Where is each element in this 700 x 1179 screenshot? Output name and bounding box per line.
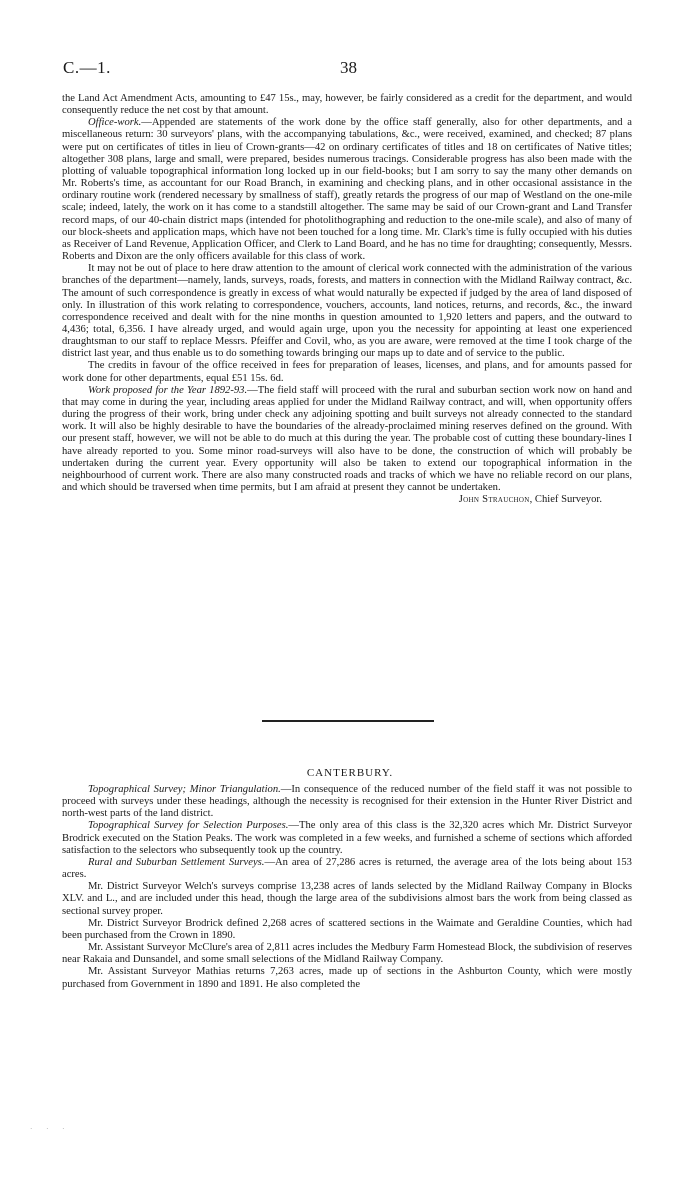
continued-paragraph: the Land Act Amendment Acts, amounting to £47 15s., may, however, be fairly considered as a credit for the department, and would consequently reduce the net cost by that amount.: [62, 93, 632, 117]
section-heading-canterbury: CANTERBURY.: [306, 767, 394, 779]
scan-specks: · · ·: [30, 1125, 71, 1133]
credits-paragraph: The credits in favour of the office received in fees for preparation of leases, licenses, and plans, and for amounts passed for work done for other departments, equal £51 15s. 6d.: [62, 360, 632, 384]
work-proposed-paragraph: [62, 385, 632, 494]
signature: [62, 494, 632, 506]
signature-name: John Strauchon: [458, 494, 530, 506]
brodrick-paragraph: Mr. District Surveyor Brodrick defined 2,268 acres of scattered sections in the Waimate and Geraldine Counties, which had been purchased from the Crown in 1890.: [62, 917, 632, 941]
office-work-paragraph: [62, 117, 632, 263]
topographical-text: —In consequence of the reduced number of the field staff it was not possible to proceed with surveys under these headings, although the necessity is recognised for their extension in the Hunter River District and north-west parts of the land district.: [62, 784, 632, 820]
work-proposed-lead: Work proposed for the Year 1892-93.: [88, 384, 248, 396]
topographical-paragraph: [62, 784, 632, 820]
mathias-paragraph: Mr. Assistant Surveyor Mathias returns 7,263 acres, made up of sections in the Ashburton County, which were mostly purchased from Government in 1890 and 1891. He also completed the: [62, 966, 632, 990]
office-work-text: —Appended are statements of the work done by the office staff generally, also for other departments, and a miscellaneous return: 30 surveyors' plans, with the accompanying tabulations, &c., were received, examined, and checked; 87 plans were put on certificates of titles in lieu of Crown-grants—42 on ordinary certificates of titles and 18 on certificates of Native titles; altogether 308 plans, large and small, were prepared, besides numerous tracings. Considerable progress has also been made with the plotting of valuable topographical information long locked up in our field-books; but I am sorry to say the many other demands on Mr. Roberts's time, as accountant for our Road Branch, in examining and checking plans, and in other occasional assistance in the ordinary routine work (rendered necessary by smallness of staff), greatly retards the progress of our map of Westland on the one-mile scale; indeed, lately, the work on it has come to a standstill altogether. The same may be said of our Crown-grant and Land Transfer record maps, of our 40-chain district maps (intended for photolithographing and reduction to the one-mile scale), and also of many of our block-sheets and application maps, which have not been touched for a long time. Mr. Clark's time is fully occupied with his duties as Receiver of Land Revenue, Application Officer, and Clerk to Land Board, and he has no time for draughting; consequently, Messrs. Roberts and Dixon are the only officers available for this class of work.: [62, 117, 632, 263]
rural-paragraph: [62, 857, 632, 881]
page-number: 38: [340, 58, 357, 77]
westland-report: [62, 93, 632, 506]
topographical-lead: Topographical Survey; Minor Triangulation.: [88, 784, 281, 795]
selection-text: —The only area of this class is the 32,320 acres which Mr. District Surveyor Brodrick executed on the Station Peaks. The work was completed in a few weeks, and furnished a scheme of sections which afforded satisfaction to the selectors who subsequently took up the country.: [62, 820, 632, 856]
clerical-work-paragraph: It may not be out of place to here draw attention to the amount of clerical work connected with the administration of the various branches of the department—namely, lands, surveys, roads, forests, and matters in connection with the Midland Railway contract, &c. The amount of such correspondence is greatly in excess of what would naturally be expected if judged by the area of land disposed of only. In illustration of this work relating to correspondence, vouchers, accounts, land notices, returns, and records, &c., the inward correspondence received and dealt with for the nine months in question amounted to 1,920 letters and papers, and the outward to 4,436; total, 6,356. I have already urged, and would again urge, upon you the necessity for appointing at least one experienced draughtsman to our staff to replace Messrs. Pfeiffer and Covil, who, as you are aware, were removed at the time I took charge of the district last year, and thus enable us to do something towards bringing our maps up to date and of service to the public.: [62, 263, 632, 360]
selection-paragraph: [62, 820, 632, 856]
canterbury-report: [62, 784, 632, 991]
rural-text: —An area of 27,286 acres is returned, the average area of the lots being about 153 acres.: [62, 856, 632, 881]
section-divider: [262, 720, 434, 722]
document-reference: C.—1.: [63, 58, 111, 77]
mcclure-paragraph: Mr. Assistant Surveyor McClure's area of 2,811 acres includes the Medbury Farm Homestead Block, the subdivision of reserves near Rakaia and Dunsandel, and some small selections of the Midland Railway Company.: [62, 942, 632, 966]
welch-paragraph: Mr. District Surveyor Welch's surveys comprise 13,238 acres of lands selected by the Midland Railway Company in Blocks XLV. and L., and are included under this head, though the large area of the subdivisions almost bars the work from being classed as sectional survey proper.: [62, 881, 632, 917]
selection-lead: Topographical Survey for Selection Purposes.: [88, 820, 289, 832]
office-work-lead: Office-work.: [88, 117, 142, 129]
rural-lead: Rural and Suburban Settlement Surveys.: [88, 856, 265, 868]
signature-title: , Chief Surveyor.: [529, 494, 602, 506]
work-proposed-text: —The field staff will proceed with the rural and suburban section work now on hand and that may come in during the year, including areas applied for under the Midland Railway contract, and will, when opportunity offers during the progress of their work, bring under check any adjoining spotting and built surveys not already connected to the standard work. It will also be highly desirable to have the boundaries of the already-proclaimed mining reserves defined on the ground. With our present staff, however, we will not be able to do much at this during the year. The probable cost of cutting these boundary-lines I have already reported to you. Some minor road-surveys will also have to be done, the construction of which will probably be undertaken during the current year. Every opportunity will also be taken to extend our topographical information in the neighbourhood of current work. There are also many constructed roads and tracks of which we have no reliable record on our plans, and which should be traversed when time permits, but I am afraid at present they cannot be undertaken.: [62, 384, 632, 493]
